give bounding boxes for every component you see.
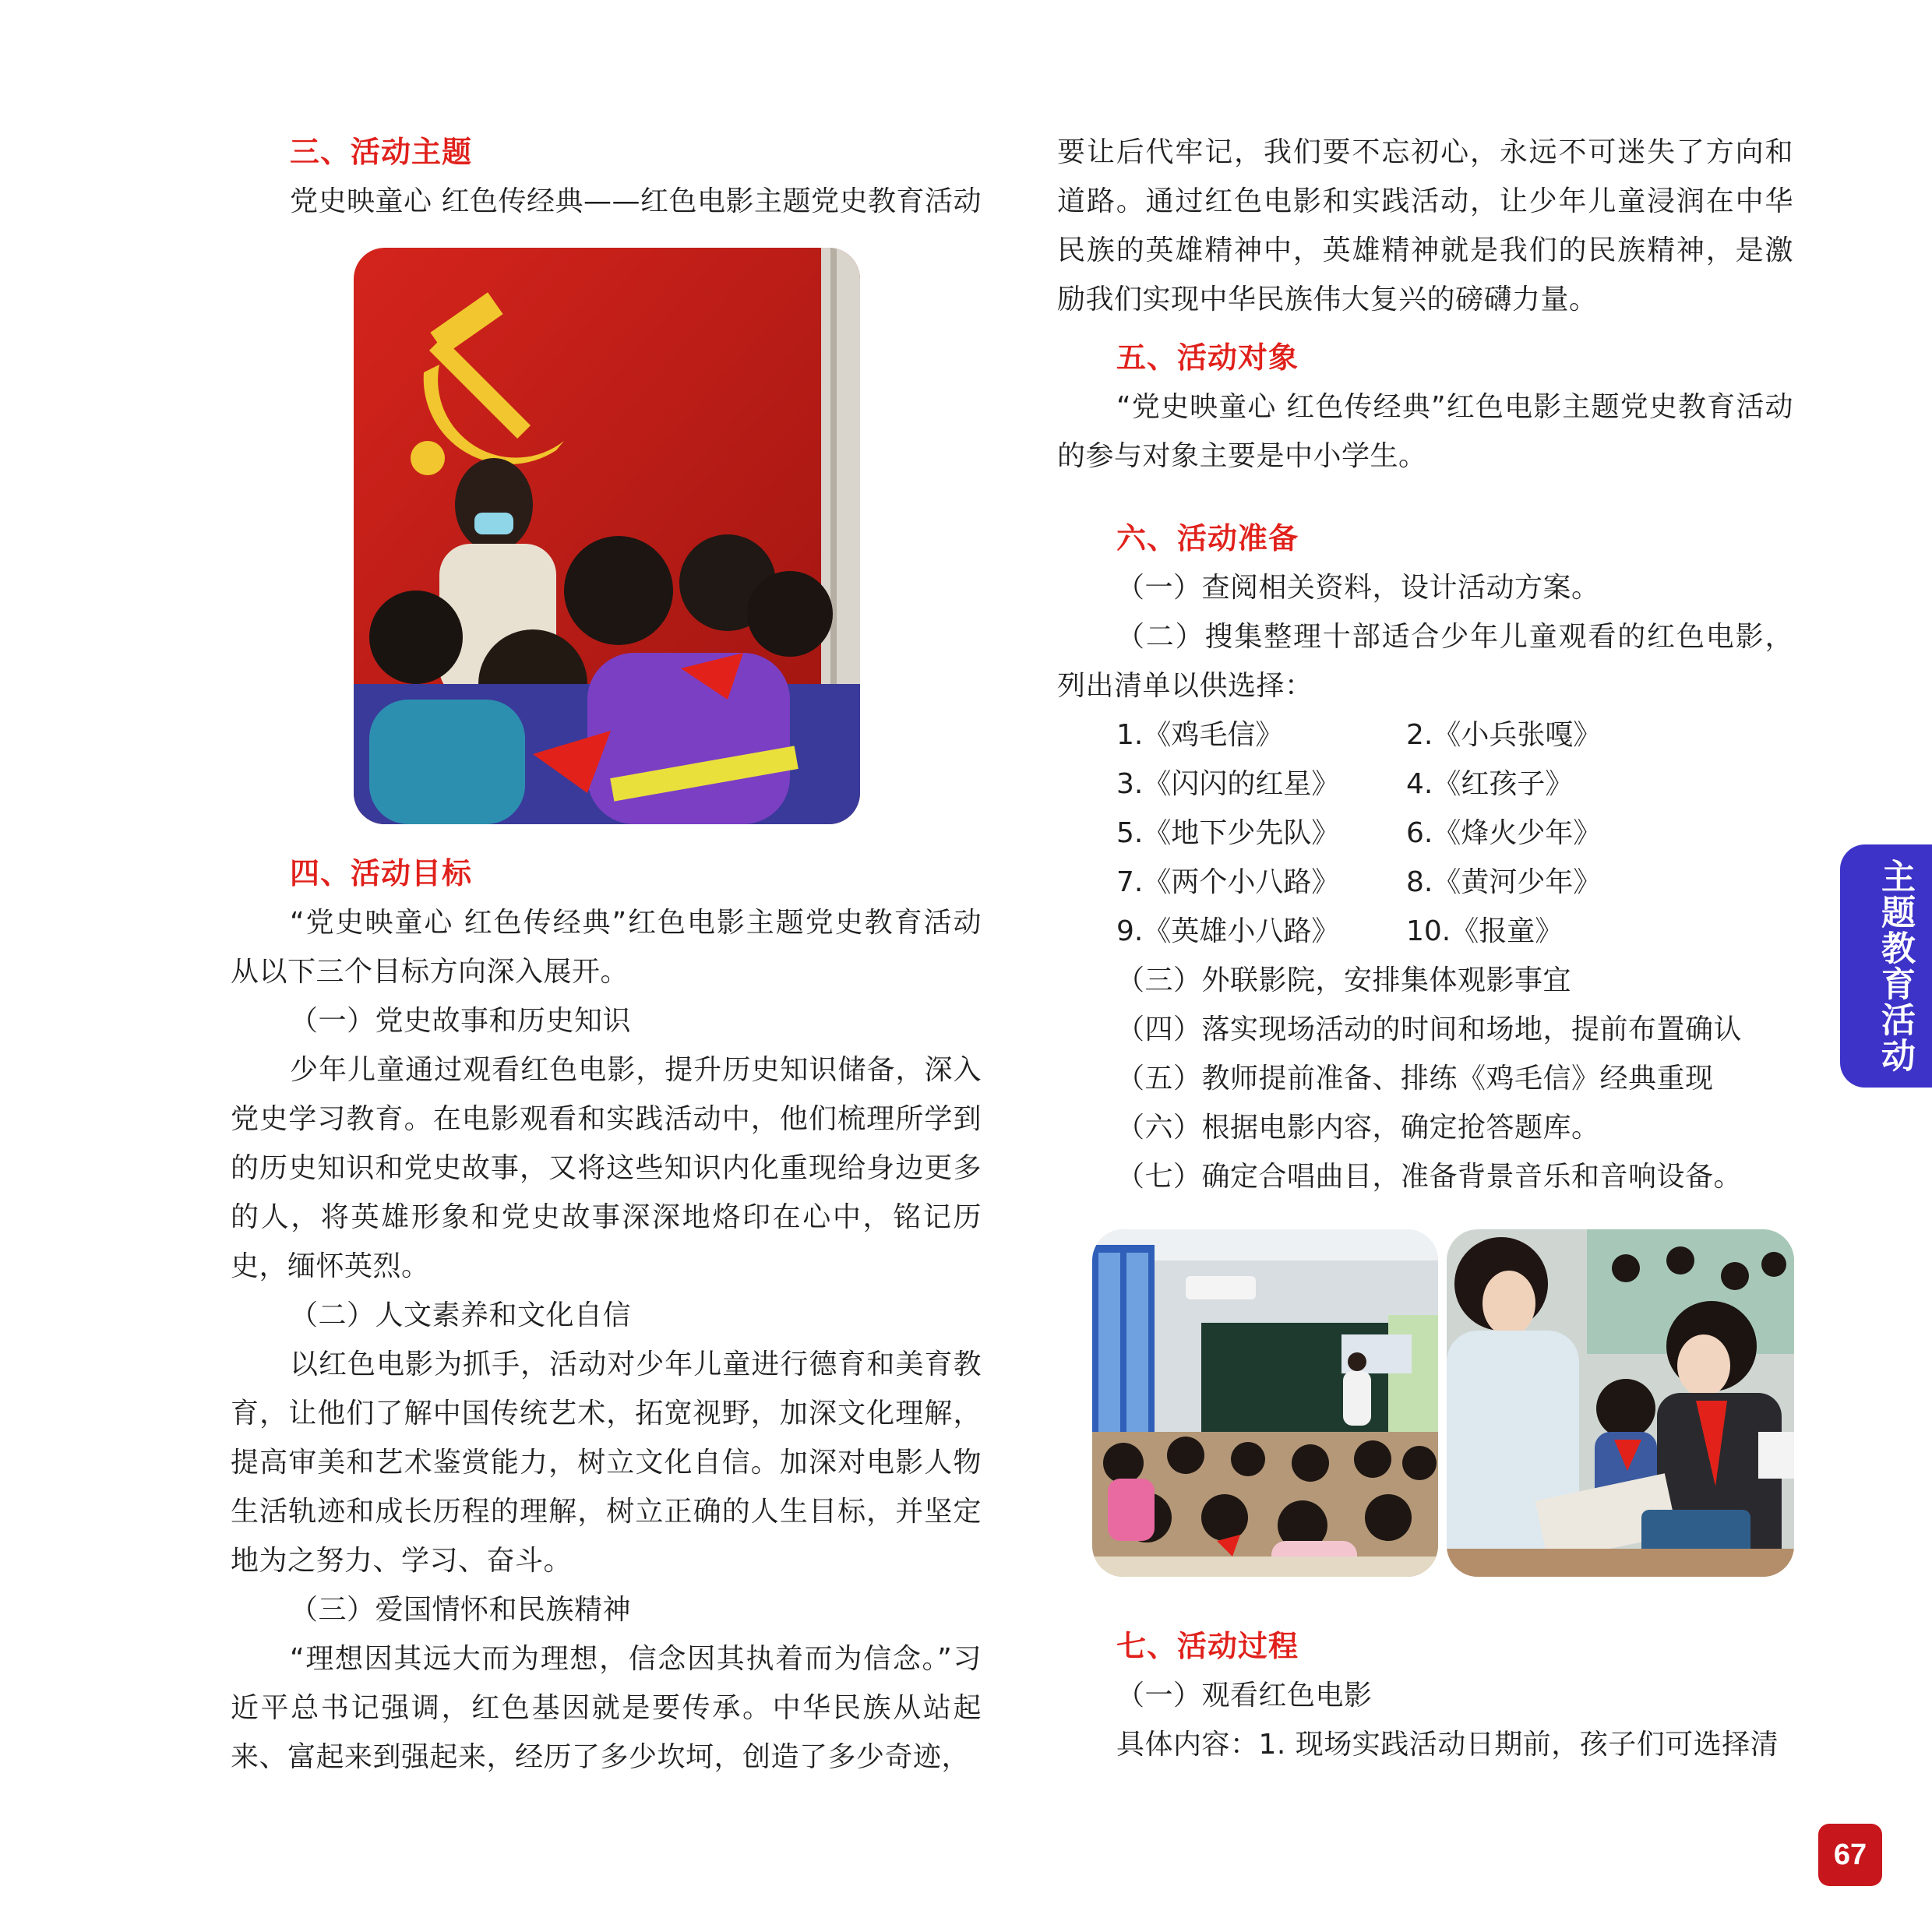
goal-3-text: “理想因其远大而为理想，信念因其执着而为信念。”习近平总书记强调，红色基因就是要传承。中华民族从站起来、富起来到强起来，经历了多少坎坷，创造了多少奇迹， [231,1643,982,1773]
film-item: 6.《烽火少年》 [1406,817,1602,849]
party-flag-classroom-image [354,248,860,824]
film-item: 10.《报童》 [1406,915,1564,947]
section-4-heading: 四、活动目标 [290,856,473,890]
section-side-tab [1840,844,1932,1088]
classroom-photo-1 [1092,1229,1438,1577]
film-item: 4.《红孩子》 [1406,768,1574,800]
prep-6: （六）根据电影内容，确定抢答题库。 [1116,1112,1600,1144]
film-item: 2.《小兵张嘎》 [1406,719,1602,751]
classroom-photo-2 [1447,1229,1794,1577]
film-item: 3.《闪闪的红星》 [1116,768,1340,800]
goal-2-title: （二）人文素养和文化自信 [290,1299,632,1331]
prep-3: （三）外联影院，安排集体观影事宜 [1116,964,1572,996]
prep-2: （二）搜集整理十部适合少年儿童观看的红色电影，列出清单以供选择： [1057,621,1793,702]
film-item: 5.《地下少先队》 [1116,817,1340,849]
process-1-text: 具体内容：1. 现场实践活动日期前，孩子们可选择清 [1116,1729,1779,1761]
continued-paragraph: 要让后代牢记，我们要不忘初心，永远不可迷失了方向和道路。通过红色电影和实践活动，让少年儿童浸润在中华民族的英雄精神中，英雄精神就是我们的民族精神，是激励我们实现中华民族伟大复兴的磅礴力量。 [1057,136,1793,316]
side-tab-label: 主题教育活动 [1875,858,1915,1074]
page-number-badge: 67 [1818,1824,1882,1886]
prep-5: （五）教师提前准备、排练《鸡毛信》经典重现 [1116,1063,1714,1095]
goal-3-title: （三）爱国情怀和民族精神 [290,1594,632,1626]
flag-photo [354,248,860,824]
section-5-text: “党史映童心 红色传经典”红色电影主题党史教育活动的参与对象主要是中小学生。 [1057,391,1793,472]
section-5-heading: 五、活动对象 [1116,340,1299,375]
prep-4: （四）落实现场活动的时间和场地，提前布置确认 [1116,1014,1743,1045]
goal-1-text: 少年儿童通过观看红色电影，提升历史知识储备，深入党史学习教育。在电影观看和实践活动中，他们梳理所学到的历史知识和党史故事，又将这些知识内化重现给身边更多的人，将英雄形象和党史故事深深地烙印在心中，铭记历史，缅怀英烈。 [231,1054,982,1282]
film-item: 1.《鸡毛信》 [1116,719,1284,751]
section-7-heading: 七、活动过程 [1116,1629,1299,1663]
section-3-heading: 三、活动主题 [290,135,473,169]
prep-1: （一）查阅相关资料，设计活动方案。 [1116,572,1600,604]
film-item: 9.《英雄小八路》 [1116,915,1340,947]
film-item: 7.《两个小八路》 [1116,866,1340,898]
students-reading-image [1447,1229,1794,1577]
section-4-intro: “党史映童心 红色传经典”红色电影主题党史教育活动从以下三个目标方向深入展开。 [231,907,982,988]
goal-2-text: 以红色电影为抓手，活动对少年儿童进行德育和美育教育，让他们了解中国传统艺术，拓宽视野，加深文化理解，提高审美和艺术鉴赏能力，树立文化自信。加深对电影人物生活轨迹和成长历程的理解，树立正确的人生目标，并坚定地为之努力、学习、奋斗。 [231,1349,982,1577]
film-item: 8.《黄河少年》 [1406,866,1602,898]
goal-1-title: （一）党史故事和历史知识 [290,1005,632,1037]
classroom-lecture-image [1092,1229,1438,1577]
section-3-text: 党史映童心 红色传经典——红色电影主题党史教育活动 [290,185,982,217]
process-1-title: （一）观看红色电影 [1116,1680,1373,1712]
prep-7: （七）确定合唱曲目，准备背景音乐和音响设备。 [1116,1161,1743,1193]
section-6-heading: 六、活动准备 [1116,521,1299,555]
